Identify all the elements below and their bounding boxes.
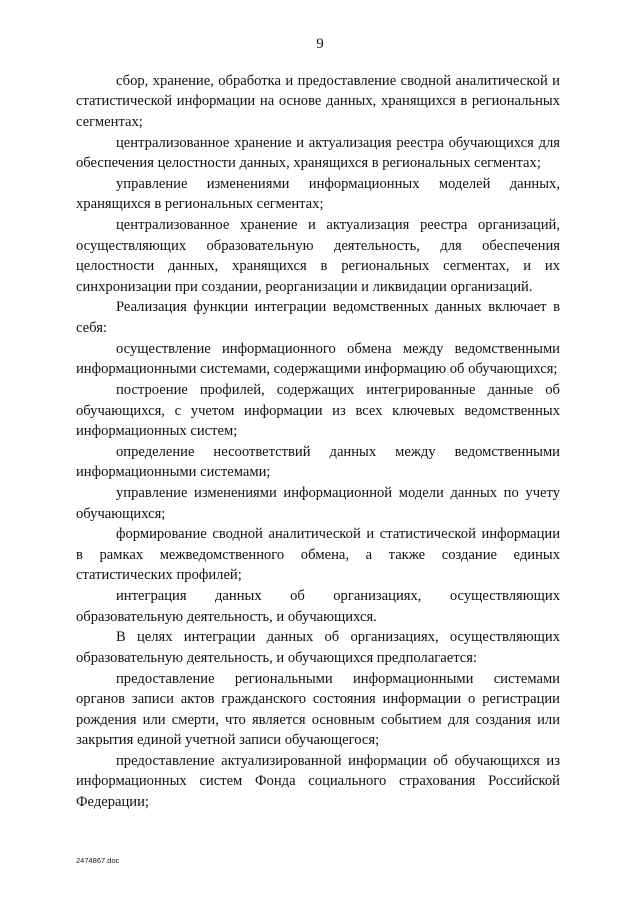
paragraph: интеграция данных об организациях, осуществляющих образовательную деятельность, и обучающихся. <box>76 588 560 625</box>
paragraph: управление изменениями информационных моделей данных, хранящихся в региональных сегментах; <box>76 176 560 213</box>
paragraph: осуществление информационного обмена между ведомственными информационными системами, содержащими информацию об обучающихся; <box>76 340 560 378</box>
paragraph: В целях интеграции данных об организациях, осуществляющих образовательную деятельность, и обучающихся предполагается: <box>76 629 560 666</box>
paragraph: централизованное хранение и актуализация реестра обучающихся для обеспечения целостности данных, хранящихся в региональных сегментах; <box>76 134 560 172</box>
paragraph: предоставление региональными информационными системами органов записи актов гражданского состояния информации о регистрации рождения или смерти, что является основным событием для создания или закрытия единой учетной записи обучающегося; <box>76 670 560 748</box>
paragraph: предоставление актуализированной информации об обучающихся из информационных систем Фонда социального страхования Российской Федерации; <box>76 752 560 810</box>
document-body <box>76 71 560 812</box>
page-number: 9 <box>316 36 324 52</box>
paragraph: Реализация функции интеграции ведомственных данных включает в себя: <box>76 299 560 336</box>
paragraph: определение несоответствий данных между ведомственными информационными системами; <box>76 443 560 481</box>
paragraph: централизованное хранение и актуализация реестра организаций, осуществляющих образовательную деятельность, для обеспечения целостности данных, хранящихся в региональных сегментах, и их синхронизации при создании, реорганизации и ликвидации организаций. <box>76 217 560 295</box>
paragraph: управление изменениями информационной модели данных по учету обучающихся; <box>76 485 560 522</box>
document-filename-footer: 2474867.doc <box>76 856 120 865</box>
paragraph: сбор, хранение, обработка и предоставление сводной аналитической и статистической информации на основе данных, хранящихся в региональных сегментах; <box>76 73 560 130</box>
paragraph: построение профилей, содержащих интегрированные данные об обучающихся, с учетом информации из всех ключевых ведомственных информационных систем; <box>76 382 560 439</box>
paragraph: формирование сводной аналитической и статистической информации в рамках межведомственного обмена, а также создание единых статистических профилей; <box>76 526 560 584</box>
